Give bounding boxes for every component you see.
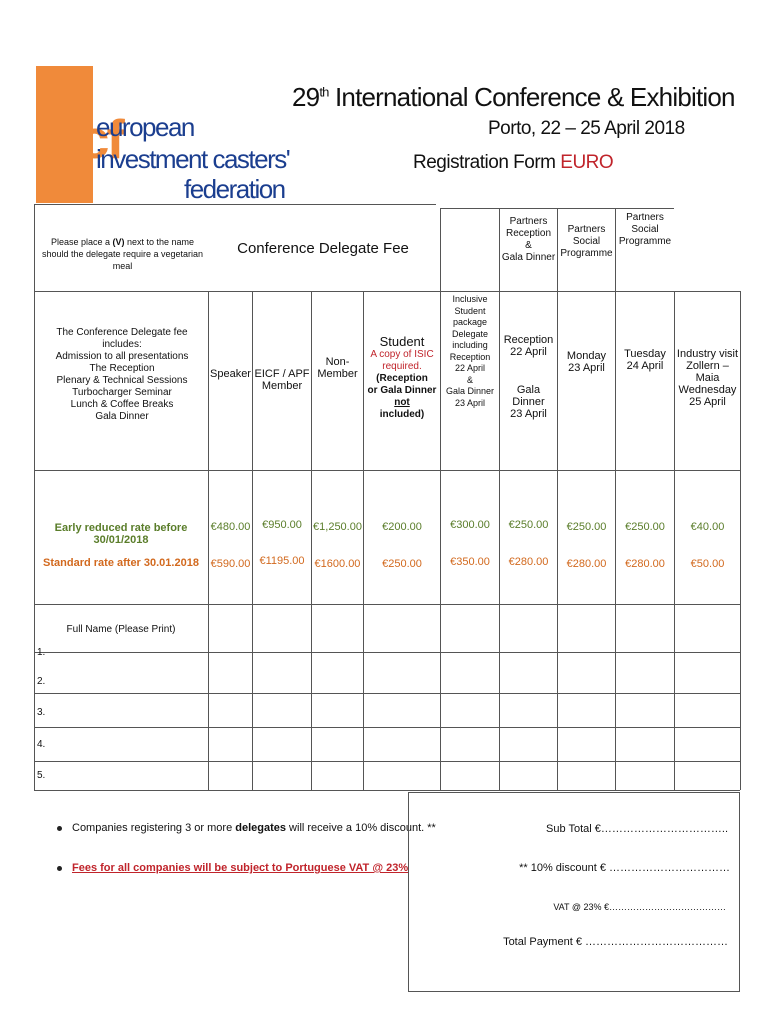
early-rate-label: Early reduced rate before 30/01/2018 <box>54 522 188 546</box>
early-price-member: €950.00 <box>262 519 302 531</box>
bullet-icon <box>57 866 62 871</box>
standard-price-inclusive: €350.00 <box>450 556 490 568</box>
eicf-logo <box>36 66 290 206</box>
early-price-inclusive: €300.00 <box>450 519 490 531</box>
col-speaker: Speaker <box>210 368 251 380</box>
subtotal-line[interactable]: Sub Total €…………………………….. <box>546 823 728 835</box>
partners-social-header-1: Partners Social Programme <box>560 224 613 259</box>
standard-rate-label: Standard rate after 30.01.2018 <box>43 557 199 569</box>
bullet-icon <box>57 826 62 831</box>
name-row-3[interactable]: 3. <box>37 707 46 718</box>
col-industry-visit: Industry visit Zollern – Maia Wednesday 25 April <box>676 348 739 408</box>
vegetarian-note: Please place a (V) next to the name should the delegate require a vegetarian meal <box>41 237 204 271</box>
standard-price-nonmember: €1600.00 <box>314 558 361 570</box>
early-price-student: €200.00 <box>382 521 422 533</box>
fee-header: Conference Delegate Fee <box>237 240 409 257</box>
payment-summary-box <box>408 792 740 992</box>
col-gala-dinner: Gala Dinner 23 April <box>510 384 547 420</box>
standard-price-student: €250.00 <box>382 558 422 570</box>
name-row-4[interactable]: 4. <box>37 739 46 750</box>
logo-line-3: federation <box>184 174 285 204</box>
col-member: EICF / APF Member <box>254 368 310 392</box>
conference-title: 29th International Conference & Exhibition <box>292 82 735 112</box>
total-payment-line[interactable]: Total Payment € ………………………………… <box>503 936 728 948</box>
standard-price-monday: €280.00 <box>566 558 607 570</box>
partners-social-header-2: Partners Social Programme <box>618 212 672 247</box>
vat-line[interactable]: VAT @ 23% €………………………………… <box>553 902 726 912</box>
logo-line-1: european <box>96 112 194 142</box>
standard-price-tuesday: €280.00 <box>625 558 665 570</box>
col-reception: Reception 22 April <box>503 334 554 358</box>
partners-reception-header: Partners Reception & Gala Dinner <box>501 216 556 263</box>
form-title: Registration Form EURO <box>413 152 614 173</box>
standard-price-reception: €280.00 <box>508 556 549 568</box>
conference-location: Porto, 22 – 25 April 2018 <box>488 118 685 139</box>
standard-price-speaker: €590.00 <box>210 558 251 570</box>
discount-line[interactable]: ** 10% discount € …………………………… <box>519 862 730 874</box>
early-price-industry: €40.00 <box>690 521 725 533</box>
col-student: Student A copy of ISIC required. (Reception or Gala Dinner not included) <box>367 334 437 420</box>
early-price-nonmember: €1,250.00 <box>313 521 362 533</box>
early-price-tuesday: €250.00 <box>625 521 665 533</box>
col-monday: Monday 23 April <box>566 350 607 374</box>
standard-price-member: €1195.00 <box>259 555 305 567</box>
vat-note: Fees for all companies will be subject to Portuguese VAT @ 23% <box>57 862 408 874</box>
standard-price-industry: €50.00 <box>690 558 725 570</box>
col-inclusive-package: Inclusive Student package Delegate including Reception 22 April & Gala Dinner 23 April <box>445 294 495 408</box>
logo-mark: eicf <box>39 108 122 170</box>
early-price-monday: €250.00 <box>566 521 607 533</box>
discount-note: Companies registering 3 or more delegates will receive a 10% discount. ** <box>57 822 436 834</box>
name-row-1[interactable]: 1. <box>37 647 46 658</box>
col-tuesday: Tuesday 24 April <box>624 348 666 372</box>
name-row-2[interactable]: 2. <box>37 676 46 687</box>
early-price-reception: €250.00 <box>508 519 549 531</box>
name-row-5[interactable]: 5. <box>37 770 46 781</box>
early-price-speaker: €480.00 <box>210 521 251 533</box>
fee-includes: The Conference Delegate fee includes: Admission to all presentations The Reception Plenary & Technical Sessions Turbocharger Seminar Lunch & Coffee Breaks Gala Dinner <box>55 327 189 422</box>
full-name-label: Full Name (Please Print) <box>66 624 176 635</box>
logo-line-2: investment casters' <box>96 144 290 174</box>
col-nonmember: Non- Member <box>317 356 358 380</box>
